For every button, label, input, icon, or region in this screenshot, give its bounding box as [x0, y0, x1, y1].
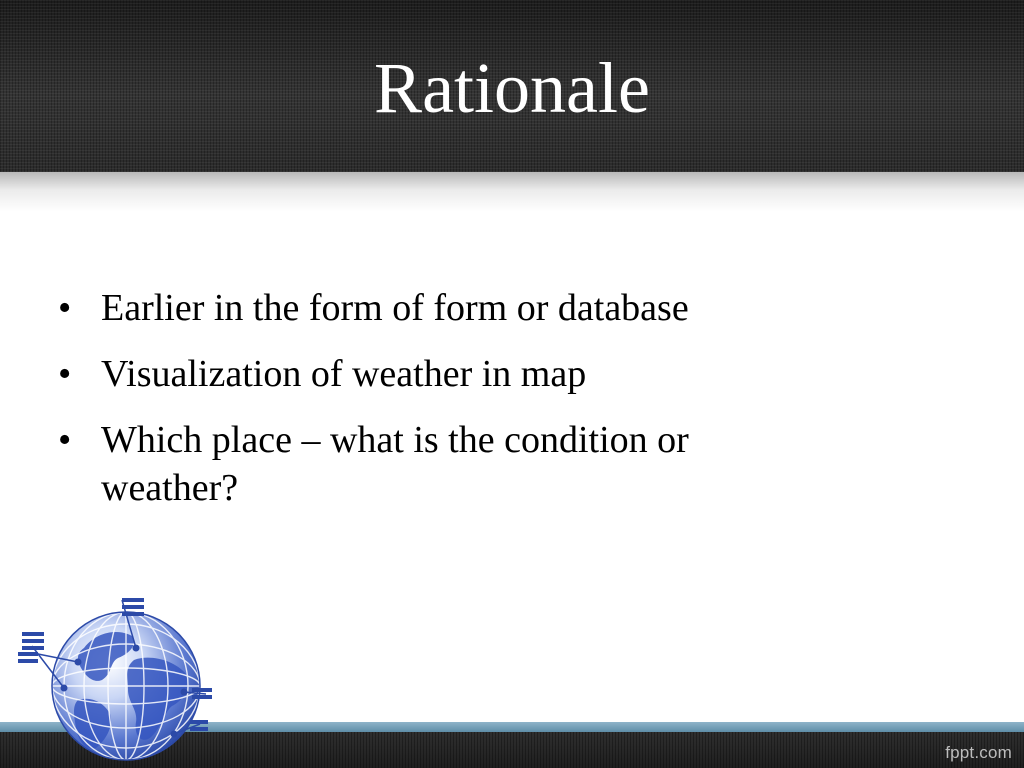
bullet-item-2: • Visualization of weather in map	[58, 350, 858, 398]
slide-title: Rationale	[374, 48, 650, 128]
watermark: fppt.com	[945, 743, 1012, 762]
bullet-list	[58, 284, 858, 530]
globe-icon	[14, 588, 224, 768]
title-shadow	[0, 172, 1024, 212]
bullet-item-3: • Which place – what is the condition or weather?	[58, 416, 821, 512]
bullet-item-1: • Earlier in the form of form or database	[58, 284, 858, 332]
